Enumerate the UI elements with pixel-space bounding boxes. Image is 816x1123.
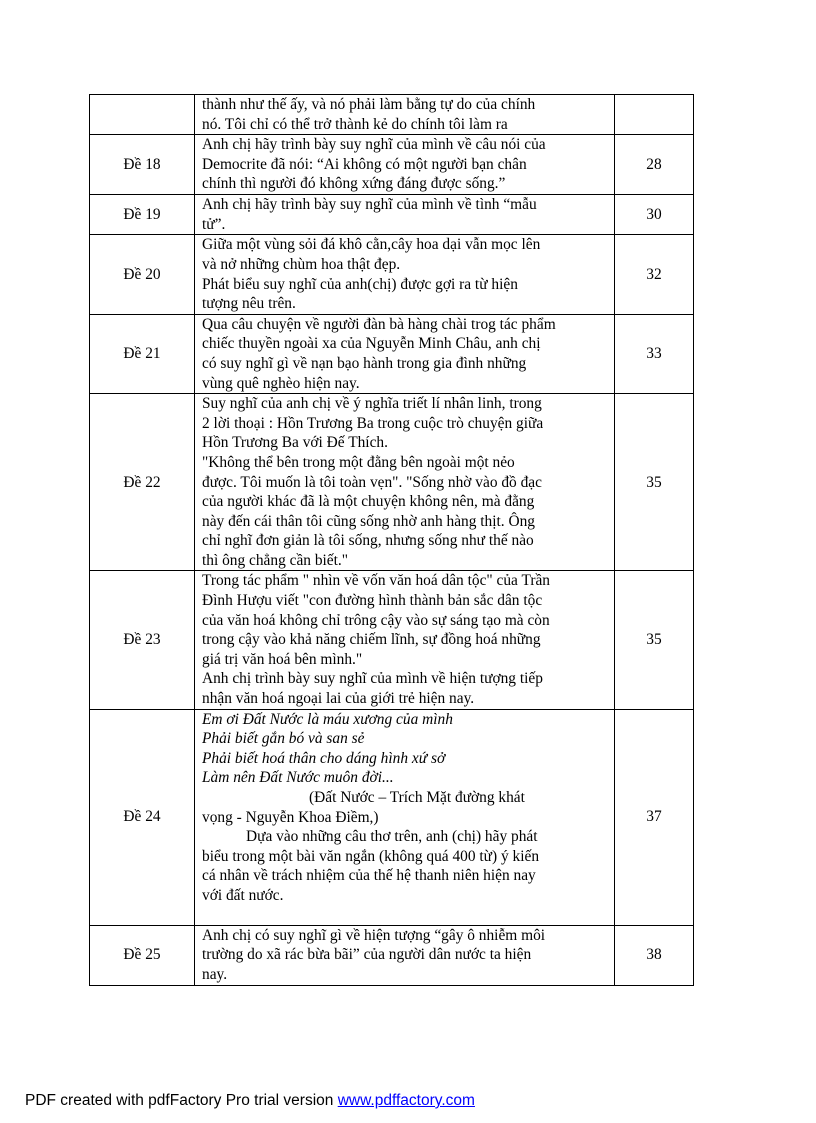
topic-text (195, 195, 615, 235)
text-line: trường do xã rác bừa bãi” của người dân nước ta hiện (202, 946, 532, 964)
topic-text (195, 394, 615, 571)
exam-label: Đề 18 (90, 135, 195, 195)
text-line: Đình Hượu viết "con đường hình thành bản sắc dân tộc (202, 592, 543, 610)
text-line: giá trị văn hoá bên mình." (202, 650, 363, 668)
poem-line: Phải biết gắn bó và san sẻ (202, 730, 365, 748)
poem-line: Làm nên Đất Nước muôn đời... (202, 769, 394, 787)
exam-label: Đề 22 (90, 394, 195, 571)
text-line: cá nhân về trách nhiệm của thế hệ thanh niên hiện nay (202, 867, 536, 885)
page-number: 35 (615, 571, 694, 709)
page-number: 28 (615, 135, 694, 195)
table-row (90, 925, 694, 985)
table-row (90, 709, 694, 925)
text-line: chính thì người đó không xứng đáng được sống.” (202, 175, 506, 193)
text-line: vùng quê nghèo hiện nay. (202, 374, 360, 392)
exam-label: Đề 20 (90, 235, 195, 314)
text-line: Dựa vào những câu thơ trên, anh (chị) hãy phát (246, 828, 538, 846)
text-line: Giữa một vùng sỏi đá khô cằn,cây hoa dại vẫn mọc lên (202, 236, 541, 254)
page-number: 30 (615, 195, 694, 235)
table-row (90, 571, 694, 709)
exam-topics-table (89, 94, 694, 986)
text-line: với đất nước. (202, 886, 284, 904)
table-row (90, 394, 694, 571)
topic-text (195, 235, 615, 314)
poem-line: Em ơi Đất Nước là máu xương của mình (202, 710, 453, 728)
exam-label (90, 95, 195, 135)
text-line: Anh chị trình bày suy nghĩ của mình về hiện tượng tiếp (202, 670, 543, 688)
text-line: "Không thể bên trong một đằng bên ngoài một nẻo (202, 453, 515, 471)
exam-label: Đề 23 (90, 571, 195, 709)
text-line: tượng nêu trên. (202, 295, 296, 313)
topic-text (195, 571, 615, 709)
text-line: Qua câu chuyện về người đàn bà hàng chài trog tác phẩm (202, 315, 556, 333)
text-line: Hồn Trương Ba với Đế Thích. (202, 434, 388, 452)
table-row (90, 235, 694, 314)
text-line: Democrite đã nói: “Ai không có một người bạn chân (202, 155, 527, 173)
text-line: trong cậy vào khả năng chiếm lĩnh, sự đồng hoá những (202, 631, 541, 649)
text-line: chiếc thuyền ngoài xa của Nguyễn Minh Châu, anh chị (202, 335, 541, 353)
poem-line: Phải biết hoá thân cho dáng hình xứ sở (202, 749, 446, 767)
pdffactory-link[interactable]: www.pdffactory.com (337, 1092, 475, 1109)
text-line: có suy nghĩ gì về nạn bạo hành trong gia đình những (202, 354, 527, 372)
blank-line (202, 906, 610, 925)
text-line: Anh chị hãy trình bày suy nghĩ của mình về câu nói của (202, 136, 546, 154)
exam-label: Đề 19 (90, 195, 195, 235)
pdf-footer (25, 1092, 475, 1110)
text-line: Anh chị có suy nghĩ gì về hiện tượng “gây ô nhiễm môi (202, 926, 546, 944)
topic-text (195, 925, 615, 985)
text-line: được. Tôi muốn là tôi toàn vẹn". "Sống nhờ vào đồ đạc (202, 473, 542, 491)
text-line: Suy nghĩ của anh chị về ý nghĩa triết lí nhân linh, trong (202, 395, 542, 413)
topic-text (195, 709, 615, 925)
text-line: nó. Tôi chỉ có thể trở thành kẻ do chính tôi làm ra (202, 115, 508, 133)
topic-text (195, 314, 615, 393)
poem-source: vọng - Nguyễn Khoa Điềm,) (202, 808, 379, 826)
text-line: 2 lời thoại : Hồn Trương Ba trong cuộc trò chuyện giữa (202, 414, 544, 432)
text-line: của văn hoá không chỉ trông cậy vào sự sáng tạo mà còn (202, 611, 550, 629)
table-row (90, 95, 694, 135)
text-line: chỉ nghĩ đơn giản là tôi sống, nhưng sống như thế nào (202, 532, 534, 550)
text-line: này đến cái thân tôi cũng sống nhờ anh hàng thịt. Ông (202, 512, 535, 530)
page-number: 32 (615, 235, 694, 314)
exam-label: Đề 21 (90, 314, 195, 393)
page-number: 33 (615, 314, 694, 393)
text-line: Phát biểu suy nghĩ của anh(chị) được gợi ra từ hiện (202, 275, 518, 293)
text-line: và nở những chùm hoa thật đẹp. (202, 255, 401, 273)
text-line: thành như thế ấy, và nó phải làm bằng tự do của chính (202, 96, 536, 113)
text-line: tử”. (202, 215, 226, 233)
page-number: 35 (615, 394, 694, 571)
text-line: Anh chị hãy trình bày suy nghĩ của mình về tình “mẫu (202, 196, 537, 214)
text-line: Trong tác phẩm " nhìn về vốn văn hoá dân tộc" của Trần (202, 572, 550, 590)
table-row (90, 314, 694, 393)
poem-source: (Đất Nước – Trích Mặt đường khát (309, 789, 525, 806)
topic-text (195, 95, 615, 135)
exam-label: Đề 24 (90, 709, 195, 925)
table-row (90, 195, 694, 235)
page-number (615, 95, 694, 135)
text-line: biểu trong một bài văn ngắn (không quá 400 từ) ý kiến (202, 847, 540, 865)
exam-label: Đề 25 (90, 925, 195, 985)
text-line: nay. (202, 965, 228, 983)
text-line: của người khác đã là một chuyện không nên, mà đằng (202, 493, 535, 511)
text-line: thì ông chẳng cần biết." (202, 551, 349, 569)
table-row (90, 135, 694, 195)
page-number: 37 (615, 709, 694, 925)
text-line: nhận văn hoá ngoại lai của giới trẻ hiện nay. (202, 690, 475, 708)
topic-text (195, 135, 615, 195)
footer-text: PDF created with pdfFactory Pro trial version (25, 1092, 338, 1109)
page-number: 38 (615, 925, 694, 985)
